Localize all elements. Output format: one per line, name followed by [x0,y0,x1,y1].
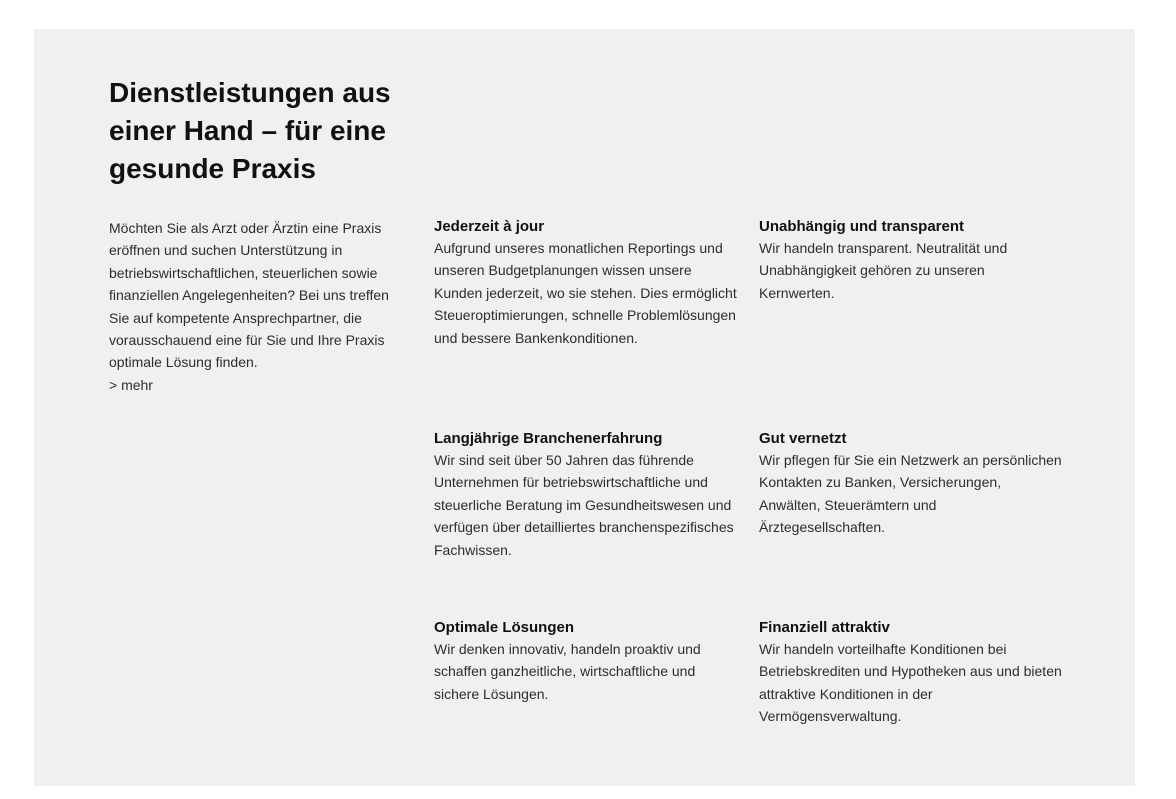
feature-title: Gut vernetzt [759,430,847,447]
feature-branchenerfahrung [434,429,739,561]
feature-text: Aufgrund unseres monatlichen Reportings und unseren Budgetplanungen wissen unsere Kunden jederzeit, wo sie stehen. Dies ermöglicht Steueroptimierungen, schnelle Problemlösungen und bessere Bankenkonditionen. [434,240,737,346]
feature-finanziell-attraktiv [759,618,1064,728]
feature-gut-vernetzt [759,429,1064,539]
feature-title: Jederzeit à jour [434,218,545,235]
feature-title: Finanziell attraktiv [759,619,890,636]
feature-text: Wir pflegen für Sie ein Netzwerk an persönlichen Kontakten zu Banken, Versicherungen, Anwälten, Steuerämtern und Ärztegesellschaften. [759,452,1062,536]
feature-text: Wir handeln vorteilhafte Konditionen bei Betriebskrediten und Hypotheken aus und bieten attraktive Konditionen in der Vermögensverwaltung. [759,641,1062,725]
feature-title: Optimale Lösungen [434,619,575,636]
section-title: Dienstleistungen aus einer Hand – für eine gesunde Praxis [109,77,391,184]
intro-text: Möchten Sie als Arzt oder Ärztin eine Praxis eröffnen und suchen Unterstützung in betriebswirtschaftlichen, steuerlichen sowie finanziellen Angelegenheiten? Bei uns treffen Sie auf kompetente Ansprechpartner, die vorausschauend eine für Sie und Ihre Praxis optimale Lösung finden. [109,220,389,371]
services-section [34,29,1135,786]
intro-block [109,217,409,396]
feature-title: Langjährige Branchenerfahrung [434,430,663,447]
feature-title: Unabhängig und transparent [759,218,965,235]
feature-optimale-loesungen [434,618,739,705]
feature-jederzeit-a-jour [434,217,739,349]
feature-text: Wir sind seit über 50 Jahren das führende Unternehmen für betriebswirtschaftliche und steuerliche Beratung im Gesundheitswesen und verfügen über detailliertes branchenspezifisches Fachwissen. [434,452,734,558]
feature-text: Wir denken innovativ, handeln proaktiv und schaffen ganzheitliche, wirtschaftliche und sichere Lösungen. [434,641,701,702]
more-link[interactable]: > mehr [109,376,153,393]
feature-unabhaengig-transparent [759,217,1064,304]
feature-text: Wir handeln transparent. Neutralität und Unabhängigkeit gehören zu unseren Kernwerten. [759,240,1008,301]
